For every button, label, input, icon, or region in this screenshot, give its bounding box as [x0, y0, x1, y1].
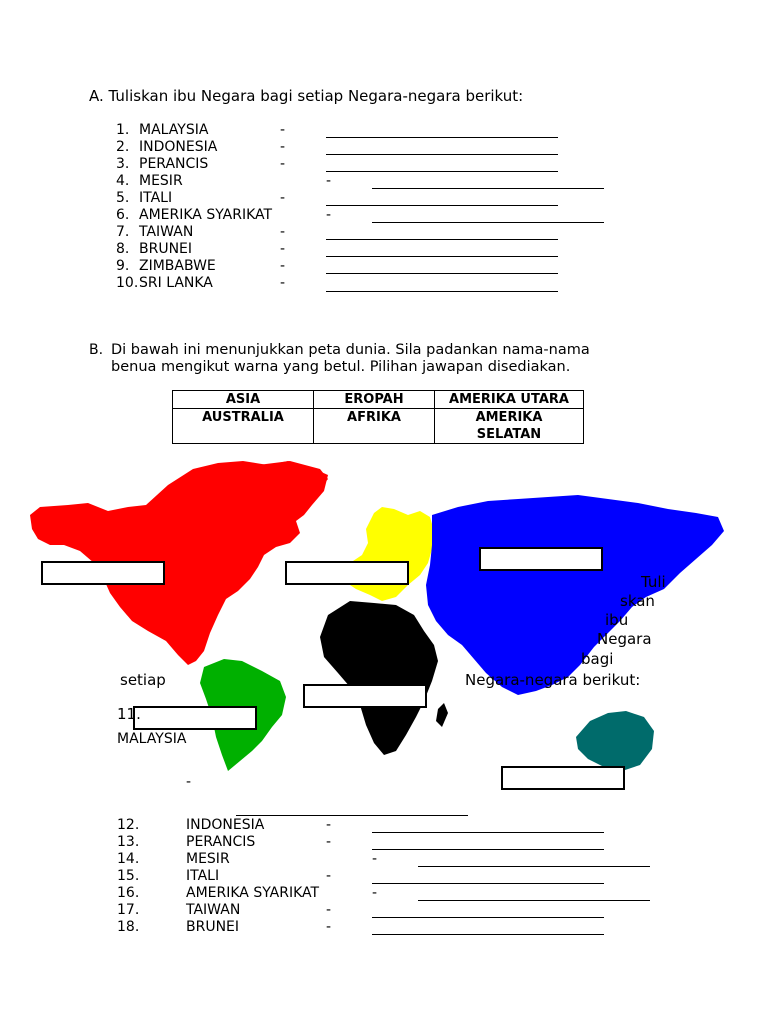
- answer-box-australia[interactable]: [501, 766, 625, 790]
- answer-line[interactable]: [372, 849, 604, 850]
- item-number: 14.: [117, 851, 140, 867]
- country-name: BRUNEI: [139, 241, 193, 257]
- item-number: 1.: [116, 122, 130, 138]
- item-number: 10.: [116, 275, 139, 291]
- answer-box-africa[interactable]: [303, 684, 427, 708]
- choice-cell: AUSTRALIA: [173, 409, 314, 444]
- country-name: ZIMBABWE: [139, 258, 216, 274]
- item-number: 13.: [117, 834, 140, 850]
- item-number: 8.: [116, 241, 130, 257]
- dash: -: [326, 173, 332, 189]
- item-number: 18.: [117, 919, 140, 935]
- answer-box-south-america[interactable]: [133, 706, 257, 730]
- item-number: 7.: [116, 224, 130, 240]
- overlay-word: setiap: [120, 671, 166, 689]
- australia: [576, 711, 654, 771]
- country-name: ITALI: [186, 868, 220, 884]
- item-number: 15.: [117, 868, 140, 884]
- choice-cell: AMERIKA SELATAN: [435, 409, 584, 444]
- overlay-word: Tuli: [641, 573, 666, 591]
- answer-line[interactable]: [418, 866, 650, 867]
- overlay-word: ibu: [605, 611, 629, 629]
- dash: -: [280, 122, 286, 138]
- dash: -: [280, 224, 286, 240]
- item-number: 16.: [117, 885, 140, 901]
- choice-cell: ASIA: [173, 391, 314, 409]
- country-name: INDONESIA: [139, 139, 218, 155]
- dash: -: [326, 207, 332, 223]
- country-name: MALAYSIA: [139, 122, 209, 138]
- dash: -: [326, 919, 332, 935]
- country-name: INDONESIA: [186, 817, 265, 833]
- answer-line[interactable]: [326, 291, 558, 292]
- country-name: MESIR: [139, 173, 183, 189]
- country-name: TAIWAN: [139, 224, 194, 240]
- table-row: [173, 409, 584, 444]
- answer-box-europe[interactable]: [285, 561, 409, 585]
- dash: -: [280, 156, 286, 172]
- dash: -: [280, 275, 286, 291]
- answer-line[interactable]: [372, 222, 604, 223]
- answer-line[interactable]: [326, 154, 558, 155]
- item-number: 6.: [116, 207, 130, 223]
- item-number: 4.: [116, 173, 130, 189]
- item-number: 12.: [117, 817, 140, 833]
- country-name: PERANCIS: [139, 156, 209, 172]
- dash: -: [280, 139, 286, 155]
- overlay-word: Negara-negara berikut:: [465, 671, 641, 689]
- overlay-word: bagi: [581, 650, 614, 668]
- answer-line[interactable]: [326, 137, 558, 138]
- country-name: PERANCIS: [186, 834, 256, 850]
- dash: -: [326, 817, 332, 833]
- answer-choices-table: [172, 390, 584, 444]
- section-b-label: B.: [89, 342, 104, 358]
- asia: [426, 495, 724, 695]
- section-a-title: A. Tuliskan ibu Negara bagi setiap Negara-negara berikut:: [89, 87, 524, 105]
- answer-line[interactable]: [372, 188, 604, 189]
- section-b-instructions-line1: Di bawah ini menunjukkan peta dunia. Sila padankan nama-nama: [111, 342, 590, 358]
- item-number: 9.: [116, 258, 130, 274]
- africa: [320, 601, 438, 755]
- answer-line[interactable]: [326, 273, 558, 274]
- overlay-country: MALAYSIA: [117, 731, 187, 747]
- item-number: 5.: [116, 190, 130, 206]
- item-number: 2.: [116, 139, 130, 155]
- overlay-number: 11.: [117, 705, 141, 723]
- dash: -: [280, 190, 286, 206]
- dash: -: [280, 241, 286, 257]
- answer-line[interactable]: [418, 900, 650, 901]
- section-b-instructions-line2: benua mengikut warna yang betul. Pilihan jawapan disediakan.: [111, 359, 571, 375]
- choice-cell: AMERIKA UTARA: [435, 391, 584, 409]
- overlay-word: skan: [620, 592, 655, 610]
- answer-line[interactable]: [372, 883, 604, 884]
- answer-box-north-america[interactable]: [41, 561, 165, 585]
- answer-line[interactable]: [326, 171, 558, 172]
- dash: -: [372, 885, 378, 901]
- dash: -: [372, 851, 378, 867]
- item-number: 17.: [117, 902, 140, 918]
- dash: -: [326, 868, 332, 884]
- table-row: [173, 391, 584, 409]
- answer-line[interactable]: [372, 917, 604, 918]
- country-name: ITALI: [139, 190, 173, 206]
- answer-line[interactable]: [326, 256, 558, 257]
- answer-line[interactable]: [326, 205, 558, 206]
- europe: [340, 507, 434, 601]
- country-name: BRUNEI: [186, 919, 240, 935]
- country-name: TAIWAN: [186, 902, 241, 918]
- dash: -: [280, 258, 286, 274]
- country-name: AMERIKA SYARIKAT: [139, 207, 273, 223]
- answer-line[interactable]: [372, 832, 604, 833]
- answer-line[interactable]: [326, 239, 558, 240]
- overlay-word: Negara: [597, 630, 652, 648]
- country-name: SRI LANKA: [139, 275, 213, 291]
- overlay-dash: -: [186, 774, 192, 790]
- answer-box-asia[interactable]: [479, 547, 603, 571]
- country-name: AMERIKA SYARIKAT: [186, 885, 320, 901]
- dash: -: [326, 834, 332, 850]
- answer-line[interactable]: [236, 815, 468, 816]
- madagascar: [436, 703, 448, 727]
- choice-cell: EROPAH: [314, 391, 435, 409]
- item-number: 3.: [116, 156, 130, 172]
- choice-cell: AFRIKA: [314, 409, 435, 444]
- country-name: MESIR: [186, 851, 230, 867]
- answer-line[interactable]: [372, 934, 604, 935]
- dash: -: [326, 902, 332, 918]
